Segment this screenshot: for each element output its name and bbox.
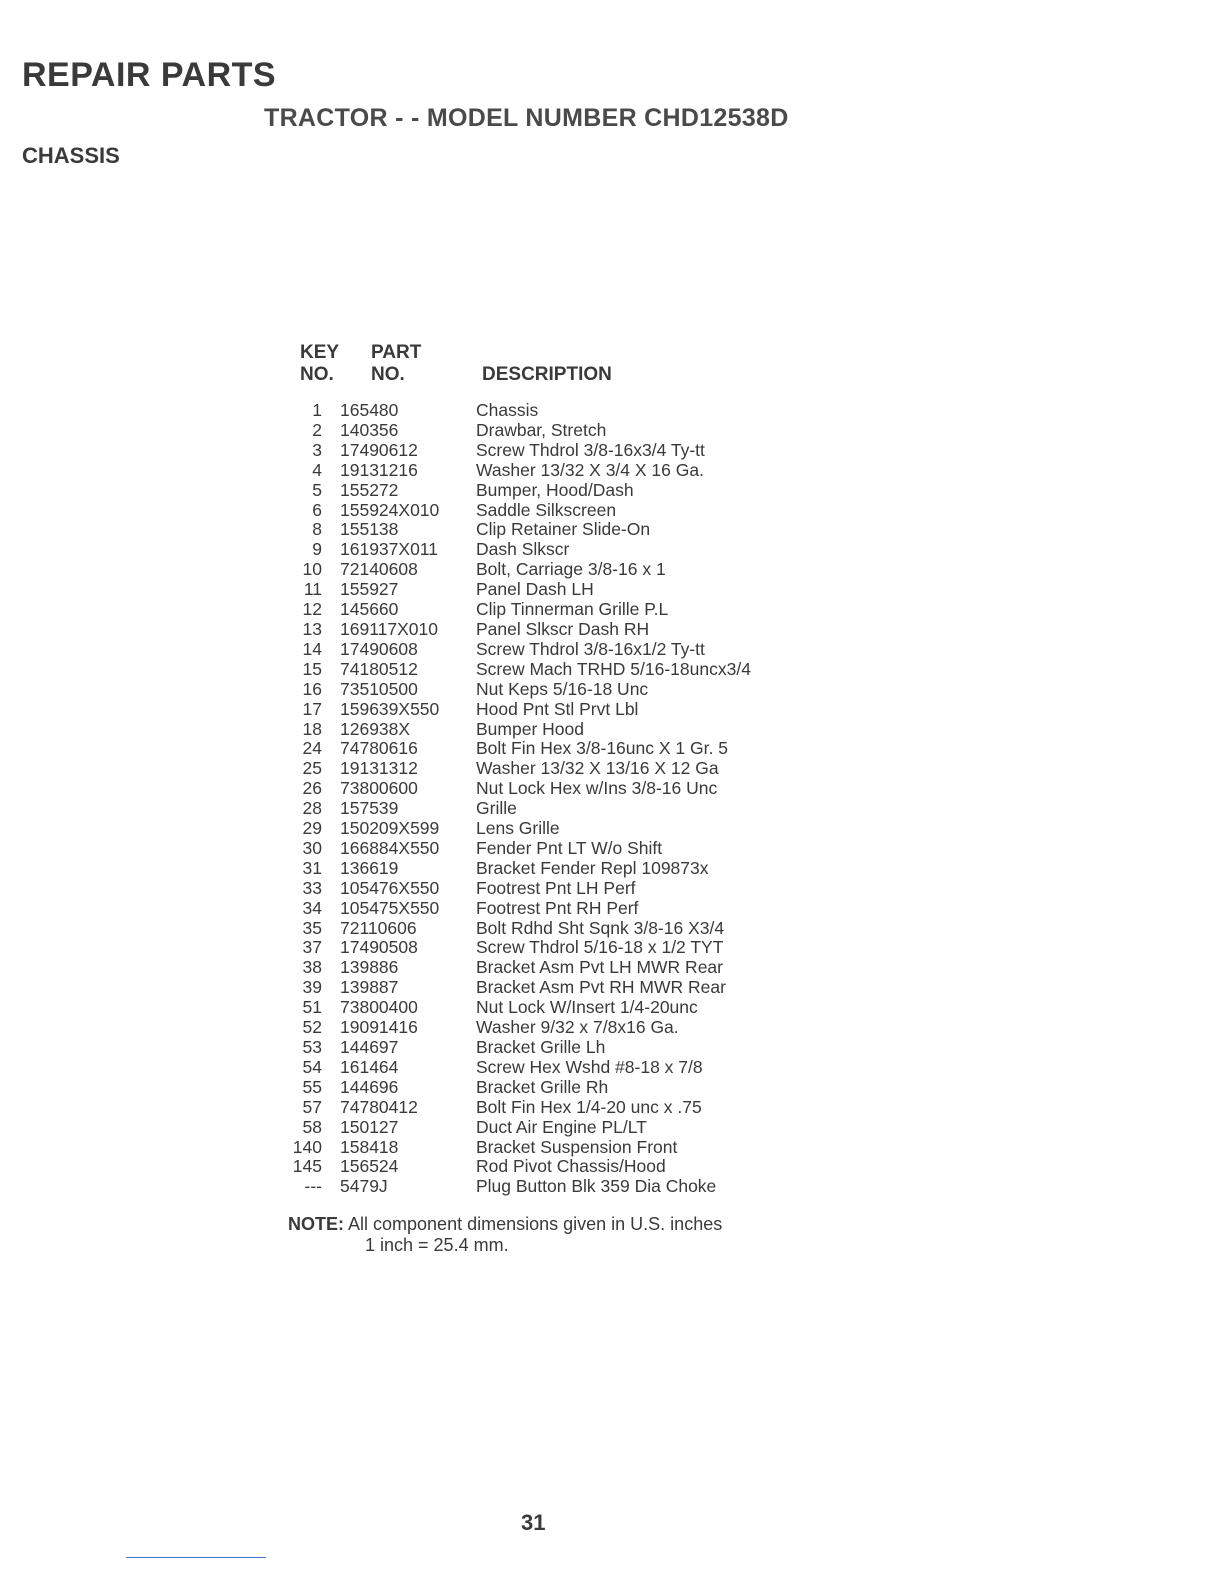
table-row	[286, 600, 846, 620]
part-number: 17490608	[340, 638, 418, 659]
part-number: 150209X599	[340, 818, 440, 839]
table-row	[286, 938, 846, 958]
part-description: Bumper Hood	[476, 718, 584, 739]
part-number: 169117X010	[340, 618, 438, 639]
key-number: 13	[302, 618, 322, 639]
parts-table-body	[286, 401, 846, 1197]
key-number: 17	[302, 698, 322, 719]
part-description: Grille	[476, 798, 517, 819]
part-description: Bumper, Hood/Dash	[476, 479, 634, 500]
part-description: Footrest Pnt LH Perf	[476, 877, 636, 898]
part-number: 161937X011	[340, 539, 438, 560]
part-number: 144696	[340, 1076, 399, 1097]
part-description: Bolt Fin Hex 1/4-20 unc x .75	[476, 1096, 702, 1117]
part-description: Dash Slkscr	[476, 539, 570, 560]
part-number: 126938X	[340, 718, 411, 739]
key-number: ---	[304, 1176, 322, 1197]
part-number: 165480	[340, 400, 399, 420]
table-row	[286, 501, 846, 521]
table-row	[286, 461, 846, 481]
key-number: 145	[292, 1156, 322, 1177]
part-description: Screw Thdrol 3/8-16x1/2 Ty-tt	[476, 638, 705, 659]
key-number: 52	[302, 1017, 322, 1038]
part-number: 155924X010	[340, 499, 440, 520]
key-number: 38	[302, 957, 322, 978]
part-number: 19091416	[340, 1017, 418, 1038]
part-description: Saddle Silkscreen	[476, 499, 617, 520]
key-column-header	[300, 342, 339, 386]
table-row	[286, 759, 846, 779]
key-number: 10	[302, 559, 322, 580]
part-description: Footrest Pnt RH Perf	[476, 897, 639, 918]
part-number: 19131312	[340, 758, 418, 779]
decorative-line	[126, 1557, 266, 1558]
table-row	[286, 839, 846, 859]
table-row	[286, 481, 846, 501]
part-description: Clip Tinnerman Grille P.L	[476, 599, 669, 620]
part-description: Clip Retainer Slide-On	[476, 519, 651, 540]
table-row	[286, 1157, 846, 1177]
part-description: Bolt Fin Hex 3/8-16unc X 1 Gr. 5	[476, 738, 728, 759]
part-number: 73800600	[340, 778, 418, 799]
description-column-header: DESCRIPTION	[482, 364, 612, 385]
key-number: 28	[302, 798, 322, 819]
part-number: 5479J	[340, 1176, 388, 1197]
table-row	[286, 520, 846, 540]
key-number: 140	[292, 1136, 322, 1157]
part-number: 73800400	[340, 997, 418, 1018]
part-column-header	[371, 342, 421, 386]
part-number: 74180512	[340, 658, 418, 679]
table-row	[286, 899, 846, 919]
part-description: Panel Slkscr Dash RH	[476, 618, 650, 639]
table-row	[286, 421, 846, 441]
key-number: 9	[312, 539, 322, 560]
part-description: Screw Thdrol 3/8-16x3/4 Ty-tt	[476, 439, 705, 460]
part-description: Nut Keps 5/16-18 Unc	[476, 678, 649, 699]
part-number: 17490508	[340, 937, 418, 958]
part-description: Bracket Fender Repl 109873x	[476, 857, 709, 878]
part-number: 139886	[340, 957, 399, 978]
table-row	[286, 1177, 846, 1197]
table-row	[286, 401, 846, 421]
table-row	[286, 1058, 846, 1078]
part-description: Drawbar, Stretch	[476, 419, 607, 440]
table-row	[286, 1078, 846, 1098]
part-number: 155272	[340, 479, 399, 500]
note-line2: 1 inch = 25.4 mm.	[365, 1235, 509, 1255]
key-number: 3	[312, 439, 322, 460]
table-row	[286, 779, 846, 799]
key-number: 16	[302, 678, 322, 699]
table-row	[286, 560, 846, 580]
table-row	[286, 958, 846, 978]
table-row	[286, 859, 846, 879]
table-row	[286, 720, 846, 740]
key-number: 6	[312, 499, 322, 520]
part-number: 105475X550	[340, 897, 440, 918]
part-number: 72110606	[340, 917, 417, 938]
key-number: 39	[302, 977, 322, 998]
part-description: Bracket Suspension Front	[476, 1136, 678, 1157]
part-description: Screw Thdrol 5/16-18 x 1/2 TYT	[476, 937, 724, 958]
part-number: 19131216	[340, 459, 418, 480]
part-description: Lens Grille	[476, 818, 560, 839]
key-number: 58	[302, 1116, 322, 1137]
part-number: 161464	[340, 1056, 399, 1077]
part-description: Bracket Asm Pvt LH MWR Rear	[476, 957, 723, 978]
model-subtitle: TRACTOR - - MODEL NUMBER CHD12538D	[264, 104, 789, 132]
key-number: 25	[302, 758, 322, 779]
table-row	[286, 919, 846, 939]
table-row	[286, 441, 846, 461]
part-number: 145660	[340, 599, 399, 620]
part-description: Bolt Rdhd Sht Sqnk 3/8-16 X3/4	[476, 917, 725, 938]
part-number: 74780412	[340, 1096, 418, 1117]
part-description: Washer 13/32 X 3/4 X 16 Ga.	[476, 459, 704, 480]
key-number: 35	[302, 917, 322, 938]
part-number: 17490612	[340, 439, 418, 460]
part-description: Fender Pnt LT W/o Shift	[476, 837, 663, 858]
table-row	[286, 680, 846, 700]
table-row	[286, 660, 846, 680]
part-number: 73510500	[340, 678, 418, 699]
key-header-line2: NO.	[300, 364, 334, 385]
part-number: 150127	[340, 1116, 399, 1137]
part-number: 136619	[340, 857, 399, 878]
table-row	[286, 819, 846, 839]
page-title: REPAIR PARTS	[22, 56, 277, 94]
part-number: 156524	[340, 1156, 399, 1177]
key-number: 54	[302, 1056, 322, 1077]
part-number: 144697	[340, 1037, 399, 1057]
part-description: Hood Pnt Stl Prvt Lbl	[476, 698, 639, 719]
table-row	[286, 998, 846, 1018]
key-number: 15	[302, 658, 322, 679]
part-description: Nut Lock W/Insert 1/4-20unc	[476, 997, 698, 1018]
key-number: 26	[302, 778, 322, 799]
table-row	[286, 580, 846, 600]
part-header-line1: PART	[371, 342, 422, 363]
table-row	[286, 1018, 846, 1038]
key-number: 5	[312, 479, 322, 500]
part-description: Screw Mach TRHD 5/16-18uncx3/4	[476, 658, 751, 679]
part-number: 74780616	[340, 738, 418, 759]
key-number: 29	[302, 818, 322, 839]
part-description: Washer 9/32 x 7/8x16 Ga.	[476, 1017, 679, 1038]
key-number: 55	[302, 1076, 322, 1097]
part-number: 72140608	[340, 559, 418, 580]
table-row	[286, 1038, 846, 1058]
part-description: Bolt, Carriage 3/8-16 x 1	[476, 559, 666, 580]
table-row	[286, 879, 846, 899]
table-row	[286, 739, 846, 759]
key-number: 12	[302, 599, 322, 620]
key-number: 53	[302, 1037, 322, 1057]
section-heading: CHASSIS	[22, 143, 120, 168]
part-description: Bracket Asm Pvt RH MWR Rear	[476, 977, 726, 998]
key-number: 30	[302, 837, 322, 858]
part-number: 157539	[340, 798, 399, 819]
part-description: Plug Button Blk 359 Dia Choke	[476, 1176, 717, 1197]
key-number: 37	[302, 937, 322, 958]
table-row	[286, 1098, 846, 1118]
key-header-line1: KEY	[300, 342, 340, 363]
part-description: Duct Air Engine PL/LT	[476, 1116, 647, 1137]
part-number: 159639X550	[340, 698, 440, 719]
part-description: Nut Lock Hex w/Ins 3/8-16 Unc	[476, 778, 718, 799]
key-number: 14	[302, 638, 322, 659]
part-description: Bracket Grille Lh	[476, 1037, 606, 1057]
part-number: 158418	[340, 1136, 399, 1157]
note-block	[288, 1214, 722, 1256]
key-number: 33	[302, 877, 322, 898]
part-header-line2: NO.	[371, 364, 405, 385]
key-number: 34	[302, 897, 322, 918]
key-number: 1	[312, 400, 322, 420]
key-number: 2	[312, 419, 322, 440]
key-number: 4	[312, 459, 322, 480]
key-number: 8	[312, 519, 322, 540]
part-number: 105476X550	[340, 877, 440, 898]
parts-table	[286, 401, 846, 1197]
note-line1: All component dimensions given in U.S. inches	[348, 1214, 723, 1234]
table-row	[286, 700, 846, 720]
part-description: Rod Pivot Chassis/Hood	[476, 1156, 666, 1177]
table-row	[286, 978, 846, 998]
table-row	[286, 620, 846, 640]
part-description: Bracket Grille Rh	[476, 1076, 609, 1097]
part-number: 166884X550	[340, 837, 440, 858]
page-number: 31	[521, 1510, 546, 1535]
part-description: Panel Dash LH	[476, 579, 594, 600]
key-number: 11	[303, 579, 322, 600]
part-description: Screw Hex Wshd #8-18 x 7/8	[476, 1056, 703, 1077]
table-row	[286, 540, 846, 560]
part-number: 155138	[340, 519, 399, 540]
table-row	[286, 1138, 846, 1158]
table-row	[286, 640, 846, 660]
part-number: 140356	[340, 419, 399, 440]
part-number: 155927	[340, 579, 399, 600]
part-description: Washer 13/32 X 13/16 X 12 Ga	[476, 758, 719, 779]
table-row	[286, 799, 846, 819]
key-number: 31	[302, 857, 322, 878]
key-number: 51	[302, 997, 322, 1018]
table-row	[286, 1118, 846, 1138]
part-number: 139887	[340, 977, 399, 998]
key-number: 57	[302, 1096, 322, 1117]
note-label: NOTE:	[288, 1214, 344, 1234]
key-number: 24	[302, 738, 322, 759]
part-description: Chassis	[476, 400, 539, 420]
key-number: 18	[302, 718, 322, 739]
